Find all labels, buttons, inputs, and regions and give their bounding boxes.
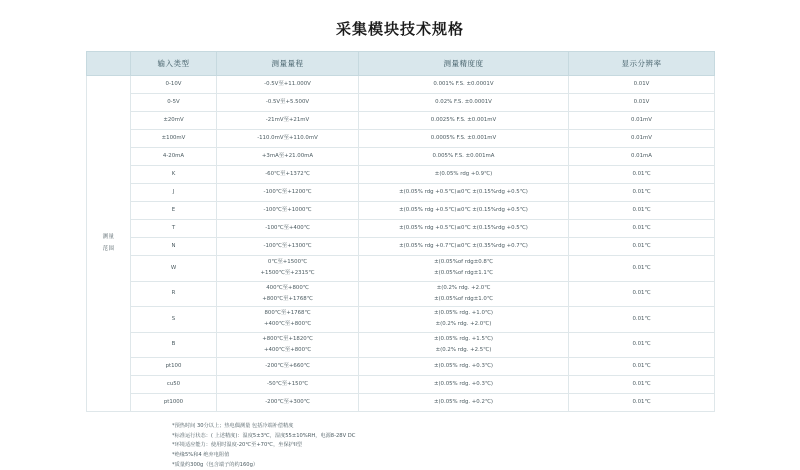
table-row: [87, 94, 715, 112]
cell-resolution: 0.01℃: [569, 358, 715, 376]
cell-measure-range-line: +3mA至+21.00mA: [219, 153, 356, 160]
cell-resolution: 0.01℃: [569, 307, 715, 333]
cell-resolution: 0.01℃: [569, 376, 715, 394]
cell-resolution: 0.01mV: [569, 130, 715, 148]
cell-measure-range: [217, 94, 359, 112]
cell-measure-range: [217, 394, 359, 412]
table-header: [87, 52, 715, 76]
cell-resolution: 0.01℃: [569, 332, 715, 358]
table-row: [87, 184, 715, 202]
row-group-label: [87, 76, 131, 412]
cell-measure-range-line: -200℃至+300℃: [219, 399, 356, 406]
header-measure-range: 测量量程: [217, 52, 359, 76]
table-row: [87, 130, 715, 148]
cell-accuracy: [359, 394, 569, 412]
cell-accuracy: [359, 202, 569, 220]
cell-accuracy-line: ±(0.05% rdg +0.7℃)≤0℃ ±(0.35%rdg +0.7℃): [361, 243, 566, 250]
cell-measure-range: [217, 202, 359, 220]
cell-resolution: 0.01℃: [569, 281, 715, 307]
table-row: [87, 332, 715, 358]
cell-resolution: 0.01V: [569, 76, 715, 94]
cell-resolution: 0.01℃: [569, 166, 715, 184]
cell-input-type: N: [131, 238, 217, 256]
table-row: [87, 376, 715, 394]
cell-accuracy: [359, 256, 569, 282]
table-row: [87, 148, 715, 166]
cell-measure-range-line: -100℃至+1000℃: [219, 207, 356, 214]
cell-accuracy: [359, 358, 569, 376]
cell-accuracy-line: 0.02% F.S. ±0.0001V: [361, 99, 566, 106]
cell-accuracy-line: ±(0.05% rdg. +1.0℃): [361, 310, 566, 317]
cell-accuracy-line: 0.005% F.S. ±0.001mA: [361, 153, 566, 160]
cell-measure-range: [217, 220, 359, 238]
cell-input-type: K: [131, 166, 217, 184]
cell-measure-range: [217, 166, 359, 184]
table-row: [87, 112, 715, 130]
cell-accuracy-line: 0.001% F.S. ±0.0001V: [361, 81, 566, 88]
cell-measure-range: [217, 184, 359, 202]
table-row: [87, 281, 715, 307]
page-title: 采集模块技术规格: [0, 18, 800, 39]
cell-measure-range: [217, 256, 359, 282]
cell-input-type: 0-10V: [131, 76, 217, 94]
table-row: [87, 358, 715, 376]
cell-measure-range-line: -0.5V至+5.500V: [219, 99, 356, 106]
cell-accuracy-line: ±(0.05% rdg. +1.5℃): [361, 336, 566, 343]
cell-measure-range: [217, 130, 359, 148]
cell-measure-range: [217, 76, 359, 94]
cell-accuracy: [359, 112, 569, 130]
row-group-label-line1: 测量: [89, 234, 128, 241]
cell-resolution: 0.01mA: [569, 148, 715, 166]
table-row: [87, 394, 715, 412]
cell-accuracy-line: ±(0.2% rdg. +2.0℃: [361, 285, 566, 292]
cell-input-type: B: [131, 332, 217, 358]
cell-measure-range-line: -100℃至+400℃: [219, 225, 356, 232]
table-body: [87, 76, 715, 412]
cell-input-type: pt1000: [131, 394, 217, 412]
table-row: [87, 220, 715, 238]
table-header-row: [87, 52, 715, 76]
cell-accuracy: [359, 130, 569, 148]
cell-input-type: 4-20mA: [131, 148, 217, 166]
cell-measure-range: [217, 281, 359, 307]
cell-measure-range-line: +800℃至+1820℃: [219, 336, 356, 343]
cell-resolution: 0.01℃: [569, 238, 715, 256]
cell-accuracy-line: ±(0.05% rdg. +0.3℃): [361, 363, 566, 370]
cell-accuracy: [359, 376, 569, 394]
cell-measure-range: [217, 332, 359, 358]
footnote-line: *标准运行状态：( 上述精度)：温度5±3℃，湿度55±10%RH，电源8-28V DC: [172, 432, 355, 442]
cell-measure-range: [217, 307, 359, 333]
cell-accuracy: [359, 148, 569, 166]
cell-input-type: pt100: [131, 358, 217, 376]
cell-measure-range-line: +400℃至+800℃: [219, 321, 356, 328]
cell-input-type: W: [131, 256, 217, 282]
table-row: [87, 76, 715, 94]
cell-resolution: 0.01℃: [569, 256, 715, 282]
cell-measure-range-line: -50℃至+150℃: [219, 381, 356, 388]
cell-resolution: 0.01℃: [569, 202, 715, 220]
footnote-line: *环境适应能力：使用时温度-20℃至+70℃，坐保护II型: [172, 441, 355, 451]
cell-input-type: J: [131, 184, 217, 202]
cell-measure-range-line: +800℃至+1768℃: [219, 296, 356, 303]
cell-measure-range: [217, 376, 359, 394]
cell-accuracy: [359, 281, 569, 307]
cell-input-type: cu50: [131, 376, 217, 394]
table-row: [87, 202, 715, 220]
cell-accuracy-line: ±(0.05% rdg +0.5℃)≤0℃ ±(0.15%rdg +0.5℃): [361, 225, 566, 232]
cell-input-type: S: [131, 307, 217, 333]
cell-accuracy-line: ±(0.05% rdg +0.5℃)≤0℃ ±(0.15%rdg +0.5℃): [361, 207, 566, 214]
cell-measure-range-line: 400℃至+800℃: [219, 285, 356, 292]
cell-accuracy-line: ±(0.05%of rdg±1.0℃: [361, 296, 566, 303]
header-accuracy: 测量精度度: [359, 52, 569, 76]
cell-resolution: 0.01℃: [569, 220, 715, 238]
cell-resolution: 0.01℃: [569, 394, 715, 412]
cell-accuracy: [359, 307, 569, 333]
cell-measure-range-line: -60℃至+1372℃: [219, 171, 356, 178]
header-resolution: 显示分辨率: [569, 52, 715, 76]
cell-measure-range-line: -100℃至+1300℃: [219, 243, 356, 250]
cell-input-type: T: [131, 220, 217, 238]
cell-input-type: E: [131, 202, 217, 220]
footnote-line: *绝缘5%和4 绝弃电阻值: [172, 451, 355, 461]
footnotes: [172, 422, 355, 470]
footnote-line: *预热时间 30分以上；热电偶测量 包括冷端补偿精度: [172, 422, 355, 432]
cell-accuracy: [359, 184, 569, 202]
cell-accuracy-line: ±(0.2% rdg. +2.5℃): [361, 347, 566, 354]
cell-accuracy: [359, 94, 569, 112]
cell-input-type: ±100mV: [131, 130, 217, 148]
table-row: [87, 256, 715, 282]
table-row: [87, 307, 715, 333]
cell-accuracy-line: ±(0.05% rdg. +0.3℃): [361, 381, 566, 388]
cell-measure-range-line: -21mV至+21mV: [219, 117, 356, 124]
header-input-type: 输入类型: [131, 52, 217, 76]
cell-measure-range-line: -110.0mV至+110.0mV: [219, 135, 356, 142]
cell-measure-range-line: +1500℃至+2315℃: [219, 270, 356, 277]
cell-accuracy-line: ±(0.05% rdg +0.9℃): [361, 171, 566, 178]
cell-accuracy-line: ±(0.05%of rdg±0.8℃: [361, 259, 566, 266]
cell-measure-range-line: 800℃至+1768℃: [219, 310, 356, 317]
cell-accuracy-line: 0.0025% F.S. ±0.001mV: [361, 117, 566, 124]
cell-input-type: 0-5V: [131, 94, 217, 112]
cell-measure-range-line: 0℃至+1500℃: [219, 259, 356, 266]
cell-measure-range-line: -200℃至+660℃: [219, 363, 356, 370]
table-row: [87, 238, 715, 256]
cell-measure-range: [217, 358, 359, 376]
spec-table: [86, 51, 715, 412]
table-row: [87, 166, 715, 184]
row-group-label-line2: 范围: [89, 246, 128, 253]
cell-input-type: R: [131, 281, 217, 307]
cell-accuracy-line: ±(0.2% rdg. +2.0℃): [361, 321, 566, 328]
cell-accuracy-line: ±(0.05% rdg +0.5℃)≤0℃ ±(0.15%rdg +0.5℃): [361, 189, 566, 196]
footnote-line: *质量约300g（包含端子的约160g）: [172, 461, 355, 470]
cell-accuracy: [359, 166, 569, 184]
cell-accuracy-line: ±(0.05% rdg. +0.2℃): [361, 399, 566, 406]
cell-resolution: 0.01mV: [569, 112, 715, 130]
cell-measure-range-line: -100℃至+1200℃: [219, 189, 356, 196]
cell-accuracy-line: ±(0.05%of rdg±1.1℃: [361, 270, 566, 277]
cell-accuracy: [359, 220, 569, 238]
cell-measure-range: [217, 238, 359, 256]
cell-measure-range: [217, 112, 359, 130]
cell-accuracy: [359, 238, 569, 256]
cell-input-type: ±20mV: [131, 112, 217, 130]
cell-resolution: 0.01℃: [569, 184, 715, 202]
cell-measure-range: [217, 148, 359, 166]
spec-table-container: [86, 51, 714, 412]
cell-accuracy: [359, 332, 569, 358]
header-corner-blank: [87, 52, 131, 76]
cell-accuracy: [359, 76, 569, 94]
cell-resolution: 0.01V: [569, 94, 715, 112]
cell-measure-range-line: -0.5V至+11.000V: [219, 81, 356, 88]
document-page: [0, 18, 800, 468]
cell-measure-range-line: +400℃至+800℃: [219, 347, 356, 354]
cell-accuracy-line: 0.0005% F.S. ±0.001mV: [361, 135, 566, 142]
